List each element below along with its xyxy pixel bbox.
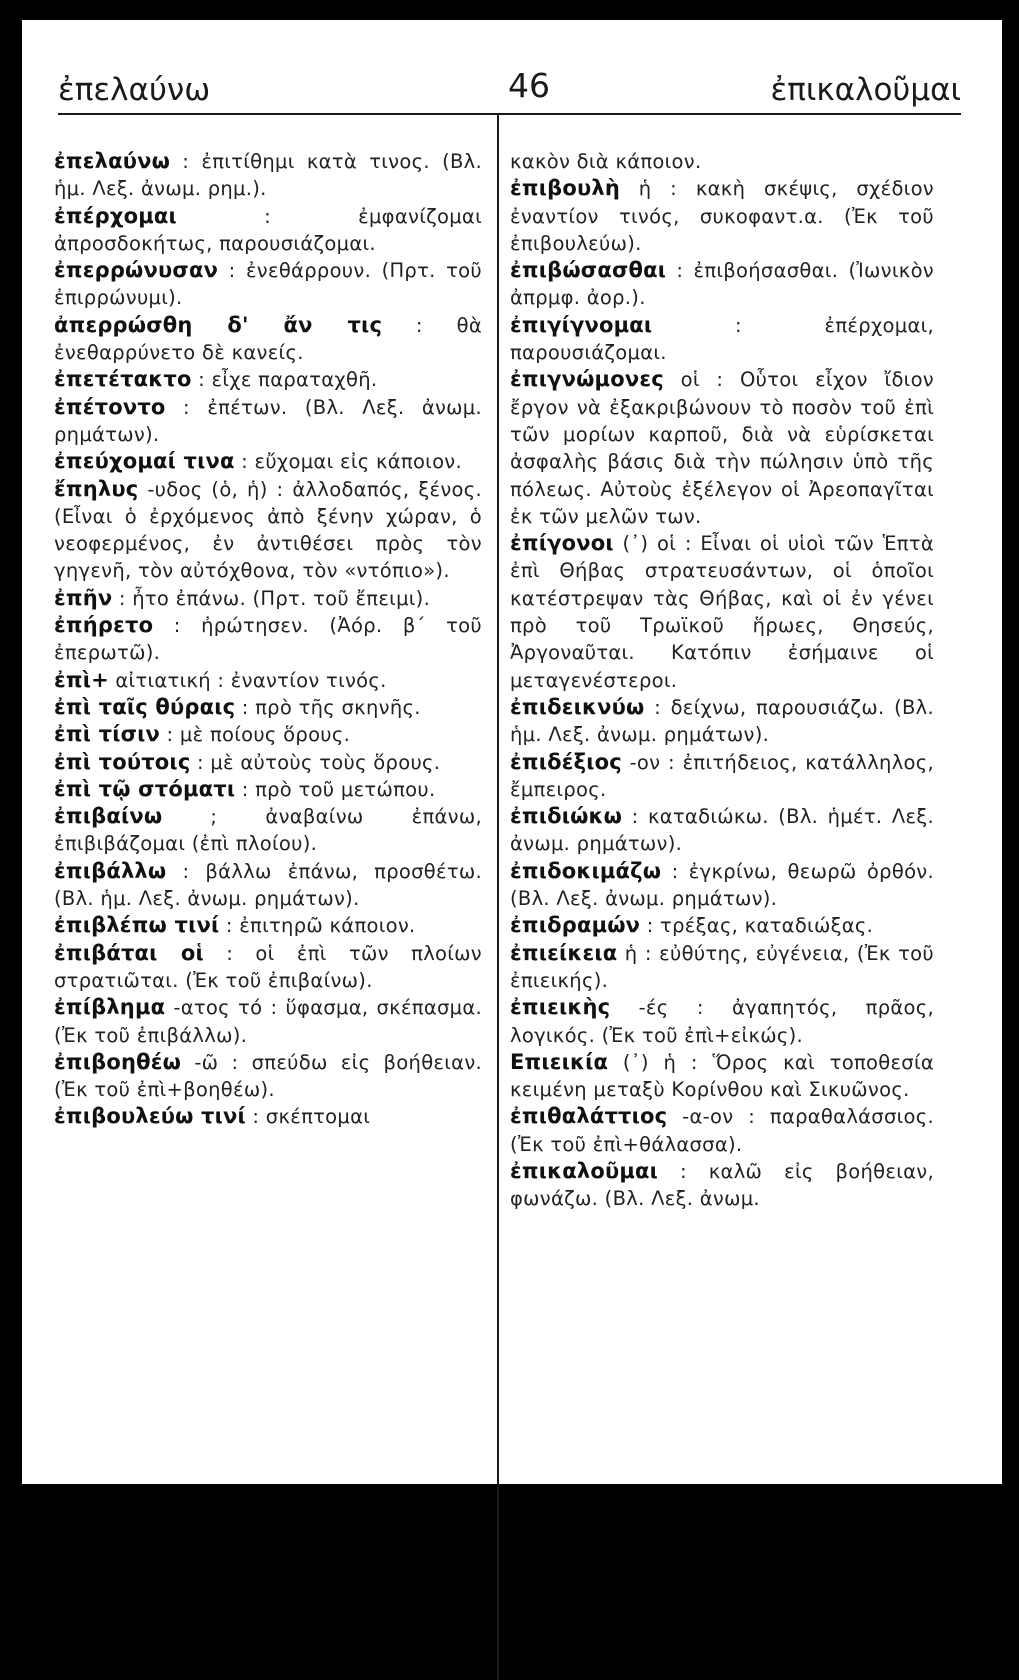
entry-definition: : ἐμφανίζομαι ἀπροσδοκήτως, παρουσιάζομαι. xyxy=(54,204,482,255)
dictionary-entry xyxy=(54,476,482,585)
entry-headword: Επιεικία xyxy=(510,1049,609,1074)
dictionary-entry xyxy=(510,994,934,1049)
entry-headword: ἐπεύχομαί τινα xyxy=(54,449,235,474)
dictionary-entry xyxy=(510,1158,934,1213)
dictionary-entry xyxy=(54,203,482,258)
entry-headword: ἐπὶ ταῖς θύραις xyxy=(54,694,236,719)
dictionary-entry xyxy=(54,448,482,475)
entry-definition: : τρέξας, καταδιώξας. xyxy=(646,914,874,938)
entry-definition: : οἱ ἐπὶ τῶν πλοίων στρατιῶται. (Ἐκ τοῦ ἐπιβαίνω). xyxy=(54,941,483,992)
entry-definition: : καταδιώκω. (Βλ. ἡμέτ. Λεξ. ἀνωμ. ρημάτων). xyxy=(510,805,934,856)
dictionary-entry xyxy=(510,1049,934,1104)
entry-definition: -ατος τό : ὕφασμα, σκέπασμα. (Ἐκ τοῦ ἐπιβάλλω). xyxy=(54,996,483,1047)
entry-headword: ἐπὶ+ xyxy=(54,667,109,692)
entry-headword: ἐπιδεικνύω xyxy=(510,694,645,719)
dictionary-entry xyxy=(54,994,482,1049)
dictionary-entry xyxy=(510,803,934,858)
dictionary-entry xyxy=(510,912,934,939)
entry-headword: ἐπιβουλὴ xyxy=(510,176,620,201)
dictionary-entry xyxy=(54,312,482,367)
entry-definition: : εὔχομαι εἰς κάποιον. xyxy=(241,450,463,474)
entry-definition: -ῶ : σπεύδω εἰς βοήθειαν. (Ἐκ τοῦ ἐπὶ+βοηθέω). xyxy=(54,1050,483,1102)
entry-definition: (᾿) ἡ : Ὅρος καὶ τοποθεσία κειμένη μεταξὺ Κορίνθου καὶ Σικυῶνος. xyxy=(510,1050,935,1102)
entry-definition: : ἐπέτων. (Βλ. Λεξ. ἀνωμ. ρημάτων). xyxy=(54,395,483,446)
entry-definition: ; ἀναβαίνω ἐπάνω, ἐπιβιβάζομαι (ἐπὶ πλοίου). xyxy=(54,805,483,856)
entry-definition: ἡ : κακὴ σκέψις, σχέδιον ἐναντίον τινός, συκοφαντ.α. (Ἐκ τοῦ ἐπιβουλεύω). xyxy=(510,177,934,255)
dictionary-entry xyxy=(54,803,482,858)
entry-definition: οἱ : Οὗτοι εἶχον ἴδιον ἔργον νὰ ἐξακριβώνουν τὸ ποσὸν τοῦ ἐπὶ τῶν μορίων καρποῦ, διὰ νὰ εὑρίσκεται ἀσφαλὴς βάσις διὰ τὴν πώλησιν ὑπὸ τῆς πόλεως. Αὐτοὺς ἐξέλεγον οἱ Ἀρεοπαγῖται ἐκ τῶν μελῶν των. xyxy=(510,368,934,528)
entry-definition: : ἦτο ἐπάνω. (Πρτ. τοῦ ἔπειμι). xyxy=(118,586,431,610)
entry-headword: ἐπὶ τῷ στόματι xyxy=(54,776,236,801)
dictionary-entry xyxy=(54,858,482,913)
dictionary-entry xyxy=(54,667,482,694)
entry-headword: ἔπηλυς xyxy=(54,476,139,501)
entry-headword: ἐπιβάται οἱ xyxy=(54,940,204,965)
dictionary-entry xyxy=(510,749,934,804)
entry-headword: ἐπιθαλάττιος xyxy=(510,1104,668,1129)
dictionary-entry xyxy=(510,694,934,749)
entry-headword: ἐπιγίγνομαι xyxy=(510,312,653,337)
dictionary-page xyxy=(22,20,1002,1484)
entry-definition: : σκέπτομαι xyxy=(252,1105,371,1129)
dictionary-entry xyxy=(54,694,482,721)
dictionary-entry xyxy=(54,721,482,748)
entry-headword: ἐπήρετο xyxy=(54,613,154,638)
entry-definition: : ἠρώτησεν. (Ἀόρ. β´ τοῦ ἐπερωτῶ). xyxy=(54,614,482,665)
entry-headword: ἐπέτοντο xyxy=(54,394,166,419)
dictionary-entry xyxy=(54,257,482,312)
entry-definition: : βάλλω ἐπάνω, προσθέτω. (Βλ. ἡμ. Λεξ. ἀνωμ. ρημάτων). xyxy=(54,859,482,911)
header-rule xyxy=(58,113,961,115)
entry-definition: : ἐνεθάρρουν. (Πρτ. τοῦ ἐπιρρώνυμι). xyxy=(54,259,482,310)
dictionary-entry xyxy=(510,858,934,913)
dictionary-entry xyxy=(54,394,482,449)
entry-definition: : ἐπιτίθημι κατὰ τινος. (Βλ. ἡμ. Λεξ. ἀνωμ. ρημ.). xyxy=(54,150,483,201)
left-column xyxy=(54,148,482,1131)
entry-definition: : μὲ ποίους ὅρους. xyxy=(166,723,351,747)
entry-definition: : εἶχε παραταχθῆ. xyxy=(198,368,378,392)
entry-headword: ἐπιγνώμονες xyxy=(510,367,664,392)
dictionary-entry xyxy=(510,940,934,995)
entry-headword: ἐπιβώσασθαι xyxy=(510,258,667,283)
entry-headword: ἐπέρχομαι xyxy=(54,203,177,228)
entry-headword: ἐπιεικὴς xyxy=(510,995,611,1020)
entry-definition: -α-ον : παραθαλάσσιος. (Ἐκ τοῦ ἐπὶ+θάλασσα). xyxy=(510,1105,935,1156)
dictionary-entry xyxy=(54,585,482,612)
entry-definition: : δείχνω, παρουσιάζω. (Βλ. ἡμ. Λεξ. ἀνωμ. ρημάτων). xyxy=(510,695,935,747)
page-number: 46 xyxy=(508,66,550,105)
dictionary-entry xyxy=(510,530,934,694)
dictionary-entry xyxy=(510,366,934,530)
entry-definition: : πρὸ τοῦ μετώπου. xyxy=(241,777,436,801)
entry-headword: ἐπὶ τούτοις xyxy=(54,749,191,774)
entry-headword: ἐπίβλημα xyxy=(54,995,166,1020)
entry-headword: ἐπιδέξιος xyxy=(510,749,622,774)
entry-headword: ἐπιδραμών xyxy=(510,913,641,938)
entry-headword: ἐπιβλέπω τινί xyxy=(54,913,220,938)
entry-headword: ἐπιβοηθέω xyxy=(54,1049,182,1074)
entry-headword: ἐπιβουλεύω τινί xyxy=(54,1104,246,1129)
dictionary-entry xyxy=(54,776,482,803)
entry-definition: : ἐγκρίνω, θεωρῶ ὀρθόν. (Βλ. Λεξ. ἀνωμ. ρημάτων). xyxy=(510,859,934,911)
header-first-word: ἐπελαύνω xyxy=(58,72,211,108)
dictionary-entry xyxy=(54,1103,482,1130)
entry-headword: ἐπίγονοι xyxy=(510,531,614,556)
dictionary-entry xyxy=(510,257,934,312)
entry-headword: ἐπελαύνω xyxy=(54,149,171,173)
entry-definition: αἰτιατική : ἐναντίον τινός. xyxy=(115,668,387,692)
right-column xyxy=(510,148,934,1213)
entry-headword: ἐπιβαίνω xyxy=(54,804,163,829)
entry-headword: ἐπῆν xyxy=(54,585,113,610)
entry-definition: (᾿) οἱ : Εἶναι οἱ υἱοὶ τῶν Ἑπτὰ ἐπὶ Θήβας στρατευσάντων, οἱ ὁποῖοι κατέστρεψαν τὰς Θήβας, καὶ οἱ ἐν γένει πρὸ τοῦ Τρωϊκοῦ ἥρωες, Θησεύς, Ἀργοναῦται. Κατόπιν ἐσήμαινε οἱ μεταγενέστεροι. xyxy=(510,532,935,692)
dictionary-entry xyxy=(510,148,934,175)
entry-headword: ἐπιδοκιμάζω xyxy=(510,858,662,883)
entry-headword: ἐπικαλοῦμαι xyxy=(510,1158,658,1183)
dictionary-entry xyxy=(510,312,934,367)
entry-headword: ἐπὶ τίσιν xyxy=(54,722,161,747)
dictionary-entry xyxy=(54,912,482,939)
entry-definition: : μὲ αὐτοὺς τοὺς ὅρους. xyxy=(196,750,441,774)
entry-definition: : ἐπιβοήσασθαι. (Ἰωνικὸν ἀπρμφ. ἀορ.). xyxy=(510,259,934,310)
entry-definition: : θὰ ἐνεθαρρύνετο δὲ κανείς. xyxy=(54,313,482,365)
entry-definition: : ἐπιτηρῶ κάποιον. xyxy=(225,914,416,938)
entry-definition: : καλῶ εἰς βοήθειαν, φωνάζω. (Βλ. Λεξ. ἀνωμ. xyxy=(510,1159,935,1211)
column-divider xyxy=(497,114,499,1680)
entry-definition: -υδος (ὁ, ἡ) : ἀλλοδαπός, ξένος. (Εἶναι ὁ ἐρχόμενος ἀπὸ ξένην χώραν, ὁ νεοφερμένος, ἐν ἀντιθέσει πρὸς τὸν γηγενῆ, τὸν αὐτόχθονα, τὸν «ντόπιο»). xyxy=(54,477,482,583)
entry-headword: ἐπιδιώκω xyxy=(510,804,623,829)
entry-headword: ἐπιείκεια xyxy=(510,940,618,965)
entry-headword: ἐπερρώνυσαν xyxy=(54,258,219,283)
dictionary-entry xyxy=(54,1049,482,1104)
entry-headword: ἐπιβάλλω xyxy=(54,858,167,883)
entry-definition: κακὸν διὰ κάποιον. xyxy=(510,150,702,173)
entry-definition: : πρὸ τῆς σκηνῆς. xyxy=(241,695,421,719)
dictionary-entry xyxy=(54,148,482,203)
dictionary-entry xyxy=(510,1103,934,1158)
header-last-word: ἐπικαλοῦμαι xyxy=(770,72,961,108)
dictionary-entry xyxy=(510,175,934,257)
entry-headword: ἐπετέτακτο xyxy=(54,367,192,392)
dictionary-entry xyxy=(54,612,482,667)
dictionary-entry xyxy=(54,749,482,776)
dictionary-entry xyxy=(54,940,482,995)
entry-headword: ἀπερρώσθη δ' ἄν τις xyxy=(54,312,383,337)
entry-definition: : ἐπέρχομαι, παρουσιάζομαι. xyxy=(510,313,934,365)
entry-definition: ἡ : εὐθύτης, εὐγένεια, (Ἐκ τοῦ ἐπιεικής). xyxy=(510,941,934,992)
dictionary-entry xyxy=(54,366,482,393)
entry-definition: -ον : ἐπιτήδειος, κατάλληλος, ἔμπειρος. xyxy=(510,750,935,801)
entry-definition: -ές : ἀγαπητός, πρᾶος, λογικός. (Ἐκ τοῦ ἐπὶ+εἰκώς). xyxy=(510,996,935,1047)
